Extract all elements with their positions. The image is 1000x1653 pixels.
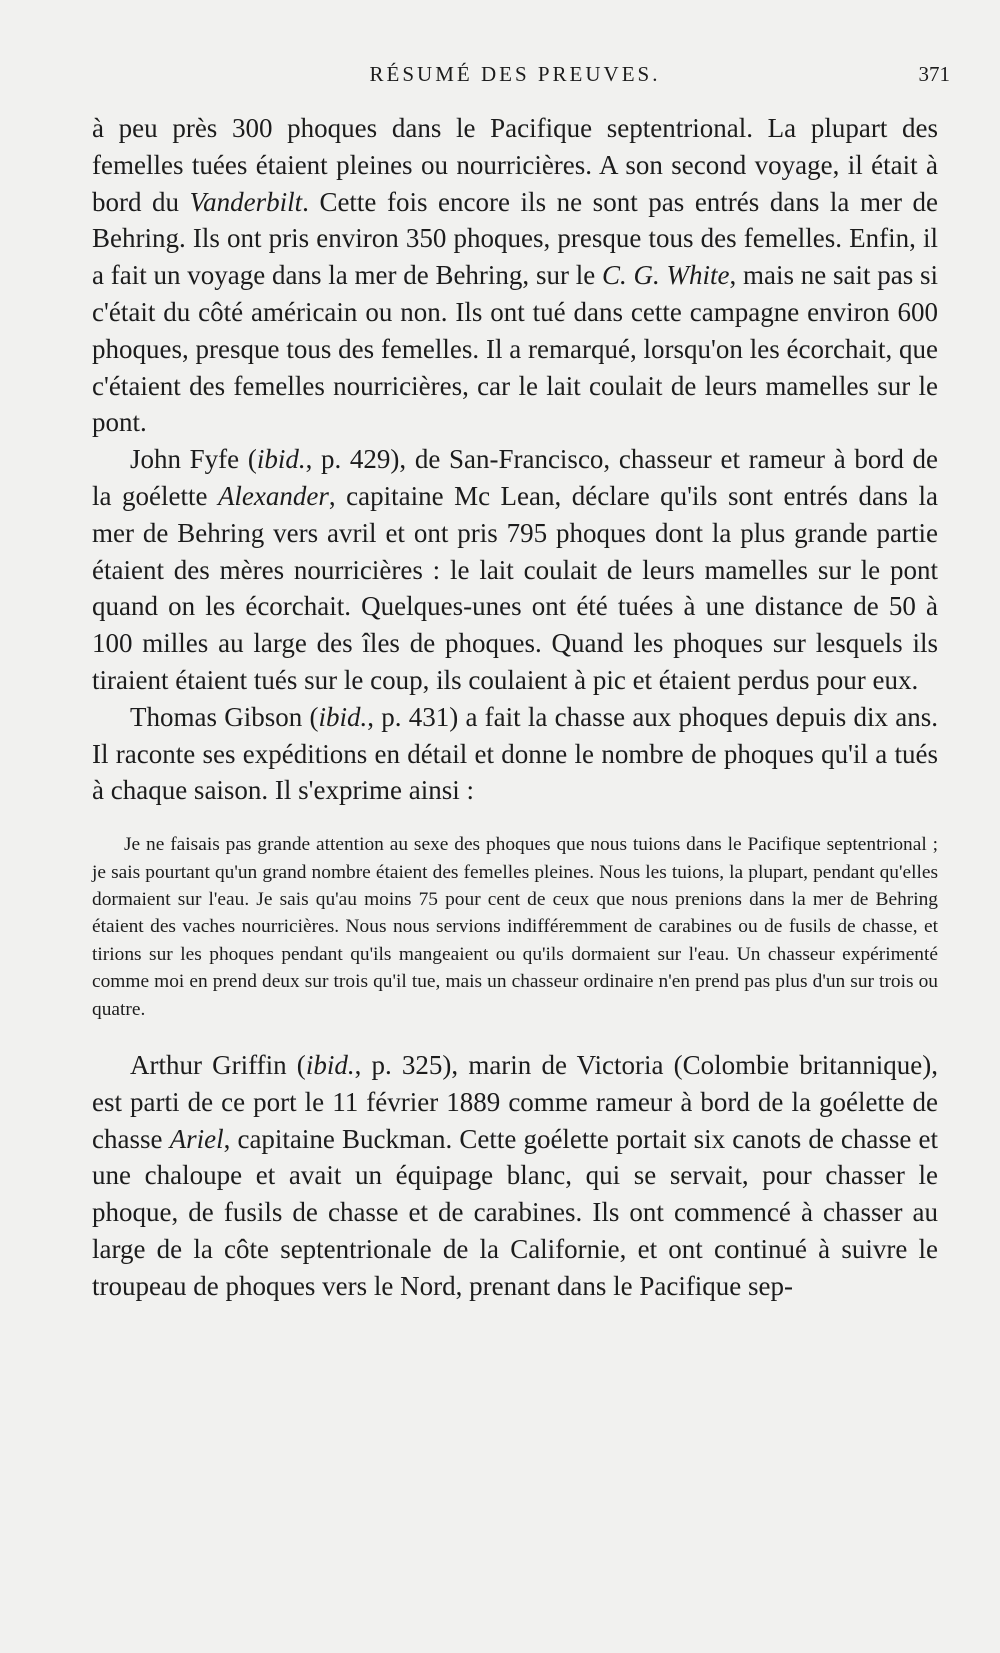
- text-run: , mais ne sait pas si c'était du côté américain ou non. Ils ont tué dans cette campagne environ 600 phoques, presque tous des femelles. Il a remarqué, lorsqu'on les écorchait, que c'étaient des femelles nourricières, car le lait coulait de leurs mamelles sur le pont.: [92, 260, 938, 438]
- text-run: , capitaine Buckman. Cette goélette portait six canots de chasse et une chaloupe et avait un équipage blanc, qui se servait, pour chasser le phoque, de fusils de chasse et de carabines. Ils ont commencé à chasser au large de la côte septentrionale de la Californie, et ont continué à suivre le troupeau de phoques vers le Nord, prenant dans le Pacifique sep-: [92, 1123, 938, 1301]
- italic-run: ibid.: [305, 1049, 355, 1080]
- text-run: , p. 431) a fait la chasse aux phoques depuis dix ans. Il raconte ses expéditions en détail et donne le nombre de phoques qu'il a tués à chaque saison. Il s'exprime ainsi :: [92, 701, 938, 806]
- italic-run: ibid.: [318, 701, 368, 732]
- paragraph-john-fyfe: [92, 441, 938, 699]
- block-quote-gibson: [92, 831, 938, 1023]
- body-text: [92, 110, 938, 1305]
- italic-run: C. G. White: [601, 260, 730, 291]
- paragraph-arthur-griffin: [92, 1047, 938, 1305]
- italic-run: ibid.: [256, 444, 306, 475]
- text-run: , p. 325), marin de Victoria (Colombie britannique), est parti de ce port le 11 février 1889 comme rameur à bord de la goélette de chasse: [92, 1049, 939, 1154]
- text-run: à peu près 300 phoques dans le Pacifique septentrional. La plupart des femelles tuées étaient pleines ou nourricières. A son second voyage, il était à bord du: [92, 113, 938, 217]
- text-run: Arthur Griffin (: [130, 1049, 306, 1080]
- paragraph-1: [92, 110, 938, 441]
- paragraph-thomas-gibson: [92, 699, 938, 809]
- italic-run: Ariel: [169, 1123, 224, 1154]
- text-run: , capitaine Mc Lean, déclare qu'ils sont entrés dans la mer de Behring vers avril et ont pris 795 phoques dont la plus grande partie étaient des mères nourricières : le lait coulait de leurs mamelles sur le pont quand on les écorchait. Quelques-unes ont été tuées à une distance de 50 à 100 milles au large des îles de phoques. Quand les phoques sur lesquels ils tiraient étaient tués sur le coup, ils coulaient à pic et étaient perdus pour eux.: [92, 480, 938, 695]
- text-run: , p. 429), de San-Francisco, chasseur et rameur à bord de la goélette: [92, 444, 938, 511]
- running-header: [80, 62, 950, 92]
- text-run: . Cette fois encore ils ne sont pas entrés dans la mer de Behring. Ils ont pris environ 350 phoques, presque tous des femelles. Enfin, il a fait un voyage dans la mer de Behring, sur le: [92, 186, 938, 291]
- text-run: Thomas Gibson (: [130, 701, 319, 732]
- text-run: Je ne faisais pas grande attention au sexe des phoques que nous tuions dans le Pacifique septentrional ; je sais pourtant qu'un grand nombre étaient des femelles pleines. Nous les tuions, la plupart, pendant qu'elles dormaient sur l'eau. Je sais qu'au moins 75 pour cent de ceux que nous prenions dans la mer de Behring étaient des vaches nourricières. Nous nous servions indifféremment de carabines ou de fusils de chasse, et tirions sur les phoques pendant qu'ils mangeaient ou qu'ils dormaient sur l'eau. Un chasseur expérimenté comme moi en prend deux sur trois qu'il tue, mais un chasseur ordinaire n'en prend pas plus d'un sur trois ou quatre.: [92, 834, 938, 1020]
- italic-run: Vanderbilt: [189, 186, 303, 217]
- text-run: John Fyfe (: [130, 444, 257, 475]
- italic-run: Alexander: [217, 480, 329, 511]
- page-number: 371: [918, 62, 950, 86]
- running-title: RÉSUMÉ DES PREUVES.: [369, 62, 661, 86]
